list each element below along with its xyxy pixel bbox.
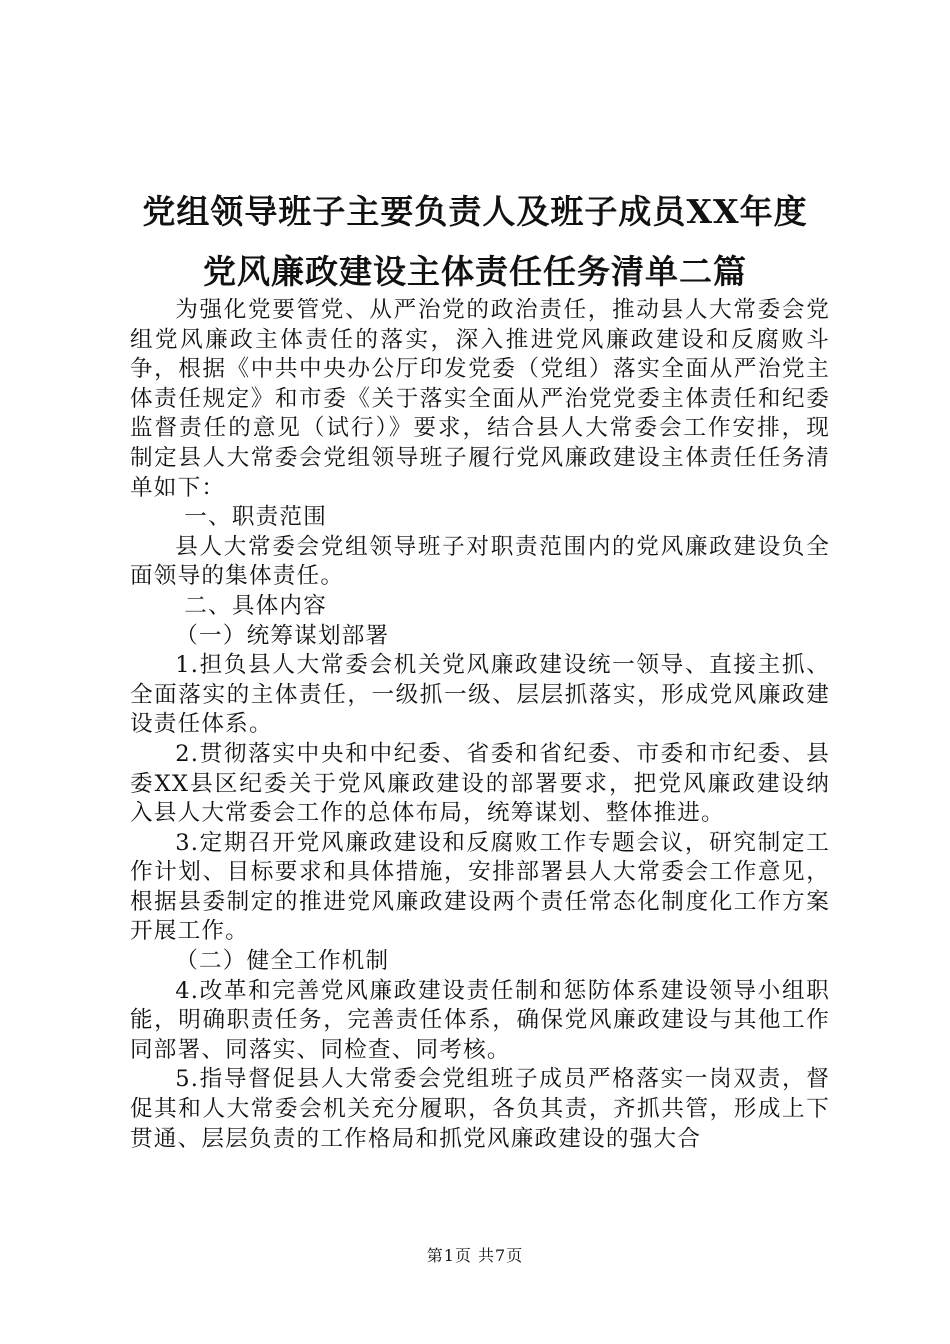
document-title-line-1: 党组领导班子主要负责人及班子成员XX年度 [142, 192, 808, 231]
document-title-line-2: 党风廉政建设主体责任任务清单二篇 [203, 252, 747, 291]
subsection-heading-mechanism: （二）健全工作机制 [175, 948, 390, 975]
document-body [130, 296, 830, 1154]
section-heading-scope: 一、职责范围 [184, 504, 327, 531]
paragraph-item-2: 2.贯彻落实中央和中纪委、省委和省纪委、市委和市纪委、县委XX县区纪委关于党风廉政建设的部署要求，把党风廉政建设纳入县人大常委会工作的总体布局，统筹谋划、整体推进。 [130, 740, 830, 827]
paragraph-item-3: 3.定期召开党风廉政建设和反腐败工作专题会议，研究制定工作计划、目标要求和具体措施，安排部署县人大常委会工作意见，根据县委制定的推进党风廉政建设两个责任常态化制度化工作方案开展工作。 [130, 829, 830, 945]
page-footer: 第1页 共7页 [426, 1246, 524, 1265]
paragraph-item-1: 1.担负县人大常委会机关党风廉政建设统一领导、直接主抓、全面落实的主体责任，一级抓一级、层层抓落实，形成党风廉政建设责任体系。 [130, 652, 830, 738]
section-heading-content: 二、具体内容 [184, 592, 327, 619]
paragraph-item-5: 5.指导督促县人大常委会党组班子成员严格落实一岗双责，督促其和人大常委会机关充分履职，各负其责，齐抓共管，形成上下贯通、层层负责的工作格局和抓党风廉政建设的强大合 [130, 1066, 830, 1152]
subsection-heading-planning: （一）统筹谋划部署 [175, 622, 390, 649]
paragraph-scope: 县人大常委会党组领导班子对职责范围内的党风廉政建设负全面领导的集体责任。 [130, 533, 830, 590]
paragraph-item-4: 4.改革和完善党风廉政建设责任制和惩防体系建设领导小组职能，明确职责任务，完善责任体系，确保党风廉政建设与其他工作同部署、同落实、同检查、同考核。 [130, 977, 830, 1063]
paragraph-intro: 为强化党要管党、从严治党的政治责任，推动县人大常委会党组党风廉政主体责任的落实，深入推进党风廉政建设和反腐败斗争，根据《中共中央办公厅印发党委（党组）落实全面从严治党主体责任规定》和市委《关于落实全面从严治党党委主体责任和纪委监督责任的意见（试行）》要求，结合县人大常委会工作安排，现制定县人大常委会党组领导班子履行党风廉政建设主体责任任务清单如下： [130, 297, 830, 501]
